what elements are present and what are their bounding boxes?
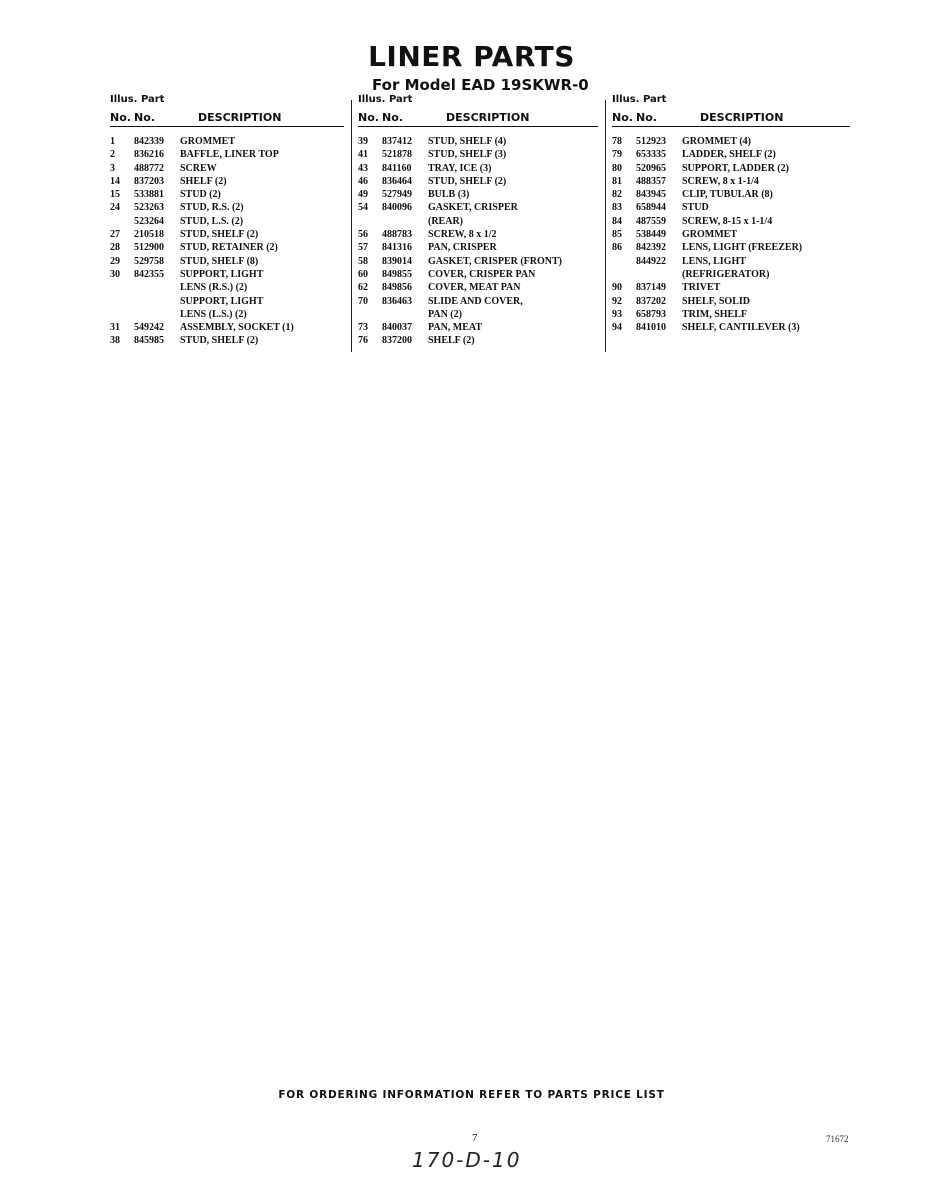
- illus-no: 78: [612, 136, 622, 147]
- part-no: 653335: [636, 149, 666, 161]
- part-row: [612, 215, 850, 228]
- part-row: [612, 321, 850, 334]
- illus-no-header: No.: [612, 111, 633, 124]
- description-header: DESCRIPTION: [198, 111, 282, 124]
- part-no: 512923: [636, 136, 666, 147]
- illus-no: 24: [110, 202, 120, 214]
- part-description: (REAR): [428, 215, 463, 227]
- part-row: [612, 255, 850, 268]
- part-no: 841316: [382, 242, 412, 254]
- part-row: [110, 175, 344, 188]
- illus-no: 79: [612, 149, 622, 161]
- part-description: SCREW: [180, 162, 217, 174]
- illus-no-header: No.: [110, 111, 131, 124]
- illus-no: [110, 295, 134, 308]
- part-row: [612, 201, 850, 214]
- part-description: TRIM, SHELF: [682, 308, 748, 320]
- part-no: [134, 308, 180, 321]
- part-row: [110, 241, 344, 254]
- illus-no: [612, 268, 636, 281]
- part-description: COVER, CRISPER PAN: [428, 268, 536, 280]
- part-row: [358, 135, 598, 148]
- page-title: LINER PARTS: [368, 40, 575, 73]
- part-description: SHELF (2): [180, 175, 227, 187]
- parts-rows: [110, 135, 344, 348]
- part-no: 841010: [636, 322, 666, 334]
- illus-no: 3: [110, 162, 115, 174]
- document-number: 71672: [826, 1134, 849, 1144]
- parts-column-3: [612, 94, 850, 334]
- part-label: Part: [388, 94, 413, 105]
- illus-no: 93: [612, 308, 622, 320]
- part-no: 523264: [134, 215, 164, 227]
- part-row: [358, 255, 598, 268]
- part-description: STUD, L.S. (2): [180, 215, 244, 227]
- part-row: [358, 334, 598, 347]
- illus-no: [110, 281, 134, 294]
- illus-no: 62: [358, 282, 368, 294]
- part-description: SCREW, 8 x 1-1/4: [682, 175, 759, 187]
- part-row: [110, 228, 344, 241]
- part-description: PAN, MEAT: [428, 322, 483, 334]
- part-description: (REFRIGERATOR): [682, 268, 770, 280]
- part-description: STUD: [682, 202, 709, 214]
- part-no: 849855: [382, 268, 412, 280]
- part-description: SUPPORT, LIGHT: [180, 295, 264, 307]
- illus-no: 2: [110, 149, 115, 161]
- parts-column-2: [358, 94, 598, 348]
- part-row: [110, 281, 344, 294]
- page-number: 7: [472, 1132, 478, 1144]
- part-description: BAFFLE, LINER TOP: [180, 149, 279, 161]
- illus-no: 38: [110, 335, 120, 347]
- illus-no: 14: [110, 175, 120, 187]
- part-row: [358, 215, 598, 228]
- part-row: [612, 148, 850, 161]
- part-description: LADDER, SHELF (2): [682, 149, 776, 161]
- part-description: SLIDE AND COVER,: [428, 295, 523, 307]
- part-no: 533881: [134, 189, 164, 201]
- part-description: GASKET, CRISPER: [428, 202, 518, 214]
- part-description: COVER, MEAT PAN: [428, 282, 521, 294]
- part-description: STUD (2): [180, 189, 221, 201]
- illus-no: [358, 215, 382, 228]
- part-row: [358, 148, 598, 161]
- illus-no: 30: [110, 268, 120, 280]
- illus-no: 82: [612, 189, 622, 201]
- part-description: STUD, SHELF (3): [428, 149, 507, 161]
- part-description: ASSEMBLY, SOCKET (1): [180, 322, 294, 334]
- part-no: 527949: [382, 189, 412, 201]
- part-description: PAN (2): [428, 308, 462, 320]
- description-header: DESCRIPTION: [446, 111, 530, 124]
- illus-no: 83: [612, 202, 622, 214]
- column-header-top: [110, 94, 344, 106]
- part-description: TRAY, ICE (3): [428, 162, 492, 174]
- part-no: 840037: [382, 322, 412, 334]
- part-row: [612, 175, 850, 188]
- part-description: LENS, LIGHT: [682, 255, 746, 267]
- part-description: GROMMET: [180, 136, 235, 147]
- part-no: [134, 295, 180, 308]
- part-row: [110, 334, 344, 347]
- part-description: LENS, LIGHT (FREEZER): [682, 242, 803, 254]
- part-row: [612, 228, 850, 241]
- part-row: [110, 295, 344, 308]
- illus-no: [358, 308, 382, 321]
- part-description: STUD, RETAINER (2): [180, 242, 278, 254]
- part-row: [110, 201, 344, 214]
- part-row: [612, 281, 850, 294]
- illus-no: 76: [358, 335, 368, 347]
- part-no: 840096: [382, 202, 412, 214]
- part-row: [358, 175, 598, 188]
- part-description: GROMMET (4): [682, 136, 751, 147]
- parts-column-1: [110, 94, 344, 348]
- part-no: 837203: [134, 175, 164, 187]
- part-description: STUD, R.S. (2): [180, 202, 244, 214]
- part-no: 836464: [382, 175, 412, 187]
- part-no: 843945: [636, 189, 666, 201]
- part-no: 512900: [134, 242, 164, 254]
- column-header-top: [612, 94, 850, 106]
- illus-no: 15: [110, 189, 120, 201]
- part-no: 658944: [636, 202, 666, 214]
- ordering-footer: FOR ORDERING INFORMATION REFER TO PARTS PRICE LIST: [278, 1089, 665, 1101]
- illus-no: 85: [612, 229, 622, 241]
- part-no: 488783: [382, 229, 412, 241]
- illus-no: 46: [358, 175, 368, 187]
- part-row: [358, 201, 598, 214]
- part-label: Part: [140, 94, 165, 105]
- part-row: [358, 228, 598, 241]
- part-row: [110, 135, 344, 148]
- part-row: [612, 188, 850, 201]
- illus-no: 41: [358, 149, 368, 161]
- part-no: 837149: [636, 282, 666, 294]
- column-header: [358, 106, 598, 127]
- part-no: 841160: [382, 162, 412, 174]
- part-no: 210518: [134, 229, 164, 241]
- part-description: LENS (L.S.) (2): [180, 308, 247, 320]
- part-no: 836463: [382, 295, 412, 307]
- part-row: [110, 148, 344, 161]
- part-no: [382, 215, 428, 228]
- illus-no: 70: [358, 295, 368, 307]
- part-description: STUD, SHELF (2): [180, 335, 259, 347]
- illus-no: 86: [612, 242, 622, 254]
- part-no: [636, 268, 682, 281]
- part-row: [110, 215, 344, 228]
- part-row: [358, 268, 598, 281]
- column-header-top: [358, 94, 598, 106]
- part-description: SUPPORT, LIGHT: [180, 268, 264, 280]
- part-no: 844922: [636, 255, 666, 267]
- part-no: 523263: [134, 202, 164, 214]
- part-no: 837412: [382, 136, 412, 147]
- part-description: CLIP, TUBULAR (8): [682, 189, 773, 201]
- part-row: [110, 321, 344, 334]
- illus-no: 60: [358, 268, 368, 280]
- part-description: TRIVET: [682, 282, 721, 294]
- part-no-header: No.: [636, 111, 657, 124]
- illus-no: 73: [358, 322, 368, 334]
- part-row: [358, 295, 598, 308]
- illus-no: 27: [110, 229, 120, 241]
- part-description: GASKET, CRISPER (FRONT): [428, 255, 562, 267]
- part-row: [358, 308, 598, 321]
- model-subtitle: For Model EAD 19SKWR-0: [372, 76, 589, 94]
- part-label: Part: [642, 94, 667, 105]
- part-row: [612, 268, 850, 281]
- part-no: 521878: [382, 149, 412, 161]
- part-row: [358, 241, 598, 254]
- part-no: 529758: [134, 255, 164, 267]
- part-row: [110, 255, 344, 268]
- part-row: [612, 308, 850, 321]
- part-no: 849856: [382, 282, 412, 294]
- part-description: SHELF (2): [428, 335, 475, 347]
- illus-no: 28: [110, 242, 120, 254]
- column-divider-right: [605, 100, 606, 352]
- illus-label: Illus.: [110, 94, 138, 105]
- illus-no: 57: [358, 242, 368, 254]
- part-description: LENS (R.S.) (2): [180, 282, 248, 294]
- illus-no: 29: [110, 255, 120, 267]
- part-row: [358, 281, 598, 294]
- column-header: [612, 106, 850, 127]
- part-no: [134, 281, 180, 294]
- part-description: STUD, SHELF (2): [180, 229, 259, 241]
- illus-no: 80: [612, 162, 622, 174]
- illus-no: 81: [612, 175, 622, 187]
- part-no: 488772: [134, 162, 164, 174]
- illus-no: 43: [358, 162, 368, 174]
- parts-rows: [358, 135, 598, 348]
- part-description: STUD, SHELF (2): [428, 175, 507, 187]
- illus-no: [612, 255, 636, 268]
- part-description: BULB (3): [428, 189, 470, 201]
- illus-no: [110, 215, 134, 228]
- part-row: [358, 321, 598, 334]
- column-divider-left: [351, 100, 352, 352]
- illus-no: 31: [110, 322, 120, 334]
- part-row: [612, 295, 850, 308]
- part-no: 837202: [636, 295, 666, 307]
- part-row: [110, 188, 344, 201]
- part-row: [612, 135, 850, 148]
- illus-no: 54: [358, 202, 368, 214]
- part-no: 842355: [134, 268, 164, 280]
- part-no: 842392: [636, 242, 666, 254]
- part-no: 836216: [134, 149, 164, 161]
- part-no: 839014: [382, 255, 412, 267]
- part-no: 845985: [134, 335, 164, 347]
- part-description: STUD, SHELF (8): [180, 255, 259, 267]
- part-description: SHELF, SOLID: [682, 295, 750, 307]
- part-no: 658793: [636, 308, 666, 320]
- part-description: GROMMET: [682, 229, 737, 241]
- illus-label: Illus.: [358, 94, 386, 105]
- column-header: [110, 106, 344, 127]
- part-no: 837200: [382, 335, 412, 347]
- part-description: PAN, CRISPER: [428, 242, 497, 254]
- description-header: DESCRIPTION: [700, 111, 784, 124]
- part-no: 842339: [134, 136, 164, 147]
- handwritten-note: 170-D-10: [412, 1148, 522, 1172]
- part-row: [612, 241, 850, 254]
- part-row: [358, 188, 598, 201]
- illus-no: 49: [358, 189, 368, 201]
- part-row: [110, 268, 344, 281]
- illus-no: 90: [612, 282, 622, 294]
- part-description: SCREW, 8 x 1/2: [428, 229, 497, 241]
- part-description: SHELF, CANTILEVER (3): [682, 322, 800, 334]
- illus-no-header: No.: [358, 111, 379, 124]
- part-row: [612, 162, 850, 175]
- part-no: 538449: [636, 229, 666, 241]
- illus-no: 56: [358, 229, 368, 241]
- part-no: [382, 308, 428, 321]
- part-no: 488357: [636, 175, 666, 187]
- part-row: [110, 308, 344, 321]
- part-no: 487559: [636, 215, 666, 227]
- parts-rows: [612, 135, 850, 334]
- part-row: [358, 162, 598, 175]
- illus-no: 92: [612, 295, 622, 307]
- part-description: STUD, SHELF (4): [428, 136, 507, 147]
- part-description: SCREW, 8-15 x 1-1/4: [682, 215, 773, 227]
- part-no-header: No.: [134, 111, 155, 124]
- illus-no: 58: [358, 255, 368, 267]
- part-row: [110, 162, 344, 175]
- part-description: SUPPORT, LADDER (2): [682, 162, 789, 174]
- illus-no: 94: [612, 322, 622, 334]
- part-no-header: No.: [382, 111, 403, 124]
- part-no: 520965: [636, 162, 666, 174]
- illus-no: [110, 308, 134, 321]
- illus-label: Illus.: [612, 94, 640, 105]
- illus-no: 84: [612, 215, 622, 227]
- illus-no: 39: [358, 136, 368, 147]
- illus-no: 1: [110, 136, 115, 147]
- part-no: 549242: [134, 322, 164, 334]
